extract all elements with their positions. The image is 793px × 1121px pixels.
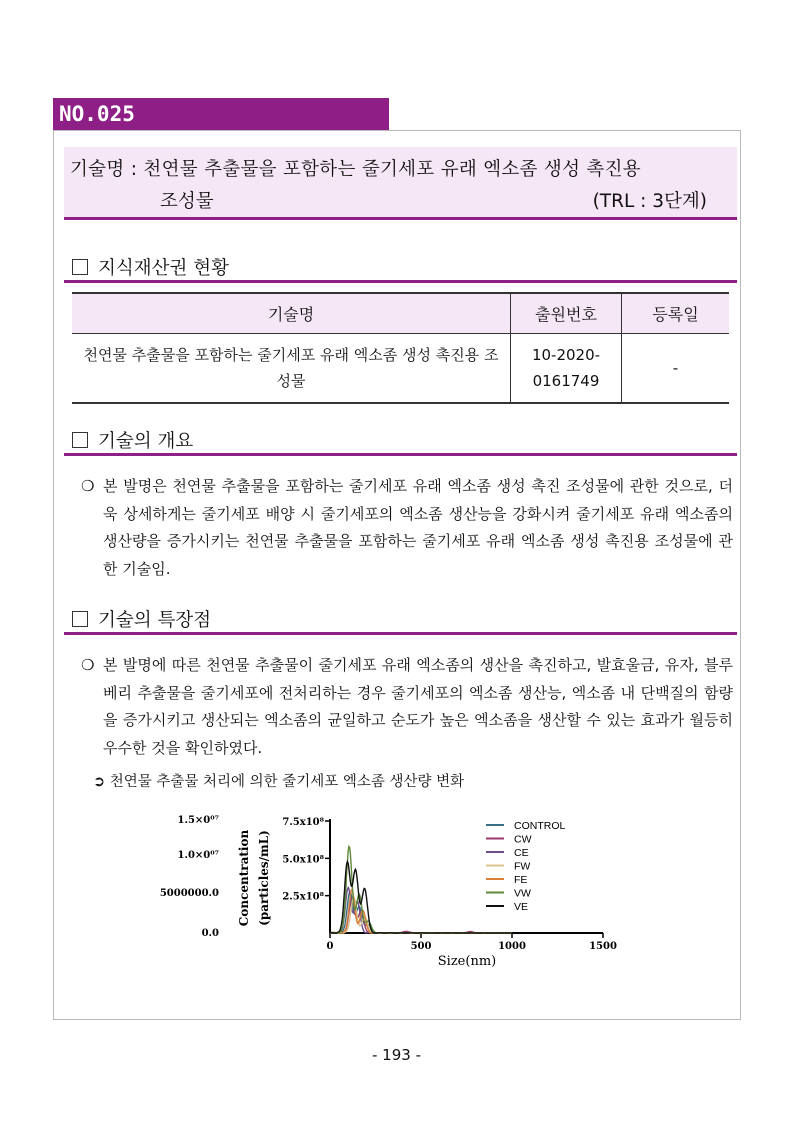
legend-label-ve: VE (514, 901, 529, 913)
y-tick-label: 7.5x10⁸ (282, 817, 324, 828)
header-tech-name: 기술명 (72, 293, 511, 334)
y-tick-label: 2.5x10⁸ (282, 891, 324, 903)
checkbox-square-icon (72, 432, 88, 448)
ip-table (72, 292, 729, 404)
header-app-no: 출원번호 (511, 293, 622, 334)
x-tick-label: 0 (326, 941, 334, 952)
section-rule (64, 632, 737, 635)
x-tick-label: 500 (410, 941, 432, 952)
cell-app-no: 10-2020- 0161749 (511, 334, 622, 404)
trl-level: (TRL : 3단계) (592, 191, 707, 212)
x-tick-label: 1000 (498, 941, 526, 952)
cell-reg-date: - (622, 334, 730, 404)
legend-label-ce: CE (514, 847, 529, 859)
title-line-1: 기술명 : 천연물 추출물을 포함하는 줄기세포 유래 엑소좀 생성 촉진용 (70, 159, 641, 180)
overview-paragraph: ❍ 본 발명은 천연물 추출물을 포함하는 줄기세포 유래 엑소좀 생성 촉진 조성물에 관한 것으로, 더욱 상세하게는 줄기세포 배양 시 줄기세포의 엑소좀 생산능을 강화시켜 줄기세포 유래 엑소좀의 생산량을 증가시키는 천연물 추출물을 포함하는 줄기세포 유래 엑소좀 생성 촉진용 조성물에 관한 기술임. (81, 473, 733, 583)
checkbox-square-icon (72, 611, 88, 627)
circle-bullet-icon: ❍ (81, 656, 95, 674)
cell-tech-name: 천연물 추출물을 포함하는 줄기세포 유래 엑소좀 생성 촉진용 조성물 (72, 334, 511, 404)
header-reg-date: 등록일 (622, 293, 730, 334)
legend-label-fw: FW (514, 860, 531, 873)
figure-caption: ➲ 천연물 추출물 처리에 의한 줄기세포 엑소좀 생산량 변화 (93, 774, 465, 790)
section-rule (64, 453, 737, 456)
title-box (64, 147, 737, 220)
x-tick-label: 1500 (589, 941, 617, 952)
outer-y-tick-label: 0.0 (201, 928, 219, 939)
outer-y-tick-label: 1.0×0⁰⁷ (177, 850, 219, 861)
title-line-2: 조성물 (160, 191, 214, 212)
section-features-heading: 기술의 특장점 (72, 606, 211, 632)
outer-y-tick-label: 5000000.0 (159, 888, 219, 899)
legend-label-cw: CW (514, 833, 532, 846)
section-overview-heading: 기술의 개요 (72, 427, 193, 453)
legend-label-vw: VW (514, 887, 531, 900)
page-number: - 193 - (372, 1046, 421, 1064)
table-header-row (72, 293, 729, 334)
section-rule (64, 280, 737, 283)
doc-number-tab: NO.025 (53, 98, 389, 131)
size-distribution-chart (0, 790, 793, 1030)
circle-bullet-icon: ❍ (81, 477, 95, 495)
outer-y-tick-label: 1.5×0⁰⁷ (177, 815, 219, 826)
table-row (72, 334, 729, 404)
y-axis-title: Concentration (237, 829, 251, 927)
checkbox-square-icon (72, 259, 88, 275)
legend-label-control: CONTROL (514, 820, 566, 832)
section-ip-heading: 지식재산권 현황 (72, 254, 229, 280)
x-axis-title: Size(nm) (437, 954, 497, 969)
y-axis-title-unit: (particles/mL) (257, 830, 271, 926)
y-tick-label: 5.0x10⁸ (282, 854, 324, 866)
legend-label-fe: FE (514, 874, 528, 886)
features-paragraph: ❍ 본 발명에 따른 천연물 추출물이 줄기세포 유래 엑소좀의 생산을 촉진하고, 발효울금, 유자, 블루베리 추출물을 줄기세포에 전처리하는 경우 줄기세포의 엑소좀 생산능, 엑소좀 내 단백질의 함량을 증가시키고 생산되는 엑소좀의 균일하고 순도가 높은 엑소좀을 생산할 수 있는 효과가 월등히 우수한 것을 확인하였다. (81, 652, 733, 762)
